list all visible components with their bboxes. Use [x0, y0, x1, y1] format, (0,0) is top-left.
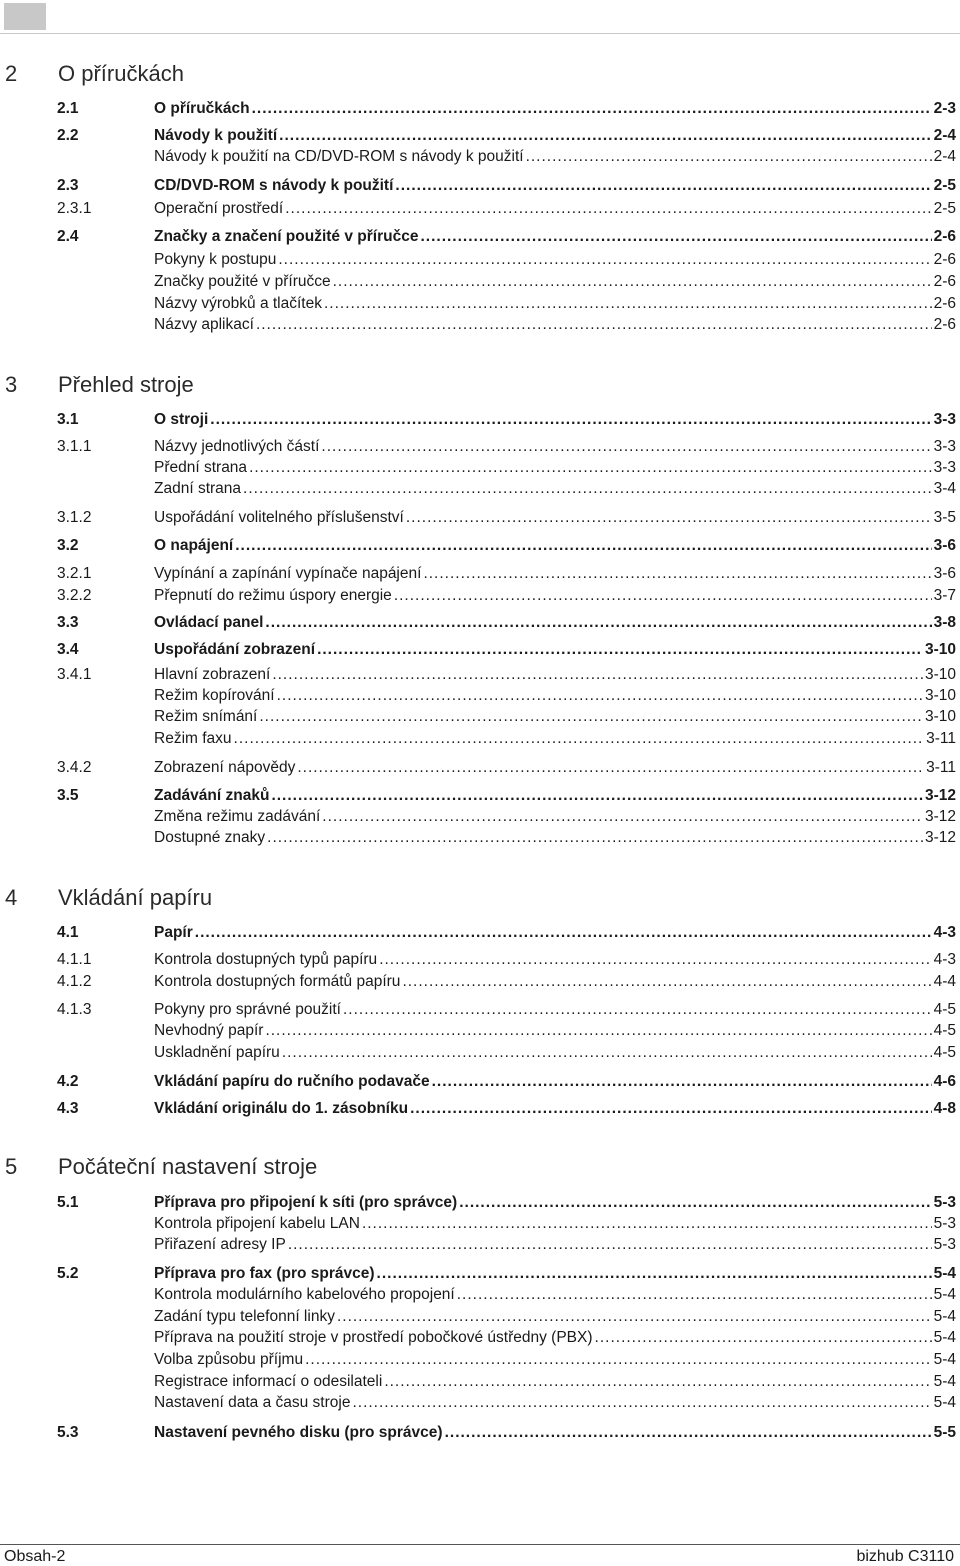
page-reference: 4-5 — [933, 1001, 956, 1018]
page-reference: 4-4 — [933, 973, 956, 990]
section-number: 2.3 — [57, 177, 79, 194]
section-title: Názvy aplikací — [154, 316, 254, 333]
toc-entry — [0, 757, 960, 778]
dot-leader — [317, 639, 923, 660]
page-reference: 4-3 — [933, 951, 956, 968]
page-reference: 3-10 — [924, 666, 956, 683]
dot-leader — [420, 226, 931, 247]
dot-leader — [235, 535, 931, 556]
toc-entry — [0, 314, 960, 335]
chapter-title: O příručkách — [58, 61, 184, 86]
dot-leader — [377, 1263, 932, 1284]
dot-leader — [384, 1371, 931, 1392]
dot-leader — [457, 1284, 932, 1305]
page-reference: 3-3 — [933, 438, 956, 455]
dot-leader — [432, 1071, 932, 1092]
toc-entry — [0, 271, 960, 292]
section-number: 5.1 — [57, 1194, 79, 1211]
toc-entry — [0, 806, 960, 827]
page-reference: 5-4 — [933, 1329, 956, 1346]
dot-leader — [267, 827, 923, 848]
toc-entry — [0, 728, 960, 749]
toc-entry — [0, 1234, 960, 1255]
section-number: 3.1.2 — [57, 509, 92, 526]
section-title: Přiřazení adresy IP — [154, 1236, 286, 1253]
page-reference: 2-4 — [933, 127, 956, 144]
toc-entry — [0, 1213, 960, 1234]
page-reference: 2-6 — [933, 251, 956, 268]
chapter-number: 2 — [5, 61, 18, 86]
page-reference: 5-3 — [933, 1215, 956, 1232]
toc-entry — [0, 293, 960, 314]
toc-entry — [0, 785, 960, 806]
dot-leader — [279, 125, 931, 146]
section-title: Operační prostředí — [154, 200, 284, 217]
dot-leader — [394, 585, 932, 606]
footer-page-label: Obsah-2 — [4, 1548, 66, 1565]
section-title: Kontrola dostupných typů papíru — [154, 951, 378, 968]
page-reference: 3-8 — [933, 614, 956, 631]
page-reference: 3-4 — [933, 480, 956, 497]
section-number: 3.2.2 — [57, 587, 92, 604]
section-title: Nastavení data a času stroje — [154, 1394, 351, 1411]
toc-entry — [0, 535, 960, 556]
dot-leader — [234, 728, 925, 749]
section-number: 4.3 — [57, 1100, 79, 1117]
section-title: CD/DVD-ROM s návody k použití — [154, 177, 394, 194]
toc-entry — [0, 563, 960, 584]
toc-entry — [0, 146, 960, 167]
dot-leader — [410, 1098, 932, 1119]
section-title: Hlavní zobrazení — [154, 666, 271, 683]
toc-entry — [0, 664, 960, 685]
dot-leader — [321, 436, 931, 457]
toc-entry — [0, 175, 960, 196]
toc-entry — [0, 949, 960, 970]
section-title: Režim faxu — [154, 730, 232, 747]
section-number: 3.3 — [57, 614, 79, 631]
page-reference: 5-4 — [933, 1286, 956, 1303]
page-reference: 2-4 — [933, 148, 956, 165]
page-reference: 2-3 — [933, 100, 956, 117]
section-title: Režim kopírování — [154, 687, 275, 704]
dot-leader — [243, 478, 932, 499]
dot-leader — [395, 175, 931, 196]
toc-entry — [0, 1392, 960, 1413]
dot-leader — [459, 1192, 931, 1213]
section-title: Zadní strana — [154, 480, 242, 497]
section-title: Dostupné znaky — [154, 829, 266, 846]
section-title: Přední strana — [154, 459, 248, 476]
chapter-number: 4 — [5, 885, 18, 910]
dot-leader — [423, 563, 931, 584]
dot-leader — [249, 457, 932, 478]
section-title: Uskladnění papíru — [154, 1044, 280, 1061]
section-title: O napájení — [154, 537, 234, 554]
page-reference: 2-6 — [933, 273, 956, 290]
section-number: 2.3.1 — [57, 200, 92, 217]
dot-leader — [265, 612, 931, 633]
page-reference: 5-3 — [933, 1236, 956, 1253]
section-number: 5.3 — [57, 1424, 79, 1441]
section-title: O příručkách — [154, 100, 250, 117]
section-title: Pokyny k postupu — [154, 251, 277, 268]
chapter-number: 5 — [5, 1154, 18, 1179]
chapter-title: Přehled stroje — [58, 372, 194, 397]
toc-entry — [0, 198, 960, 219]
toc-entry — [0, 1071, 960, 1092]
section-title: Návody k použití na CD/DVD-ROM s návody k použití — [154, 148, 524, 165]
toc-entry — [0, 1284, 960, 1305]
toc-entry — [0, 685, 960, 706]
dot-leader — [285, 198, 931, 219]
dot-leader — [343, 999, 932, 1020]
toc-entry — [0, 999, 960, 1020]
dot-leader — [352, 1392, 931, 1413]
toc-entry — [0, 507, 960, 528]
dot-leader — [265, 1020, 931, 1041]
section-title: Vkládání originálu do 1. zásobníku — [154, 1100, 409, 1117]
chapter-title: Vkládání papíru — [58, 885, 213, 910]
dot-leader — [402, 971, 931, 992]
section-title: Změna režimu zadávání — [154, 808, 321, 825]
section-number: 4.1.2 — [57, 973, 92, 990]
page-reference: 3-6 — [933, 565, 956, 582]
section-title: Návody k použití — [154, 127, 278, 144]
section-number: 3.2 — [57, 537, 79, 554]
section-number: 4.2 — [57, 1073, 79, 1090]
section-title: Příprava pro fax (pro správce) — [154, 1265, 375, 1282]
section-number: 3.4.1 — [57, 666, 92, 683]
page-reference: 4-6 — [933, 1073, 956, 1090]
toc-entry — [0, 436, 960, 457]
page-reference: 5-4 — [933, 1265, 956, 1282]
section-title: Pokyny pro správné použití — [154, 1001, 341, 1018]
section-number: 3.1 — [57, 411, 79, 428]
section-title: Registrace informací o odesilateli — [154, 1373, 383, 1390]
dot-leader — [337, 1306, 932, 1327]
section-title: Ovládací panel — [154, 614, 264, 631]
section-title: Názvy jednotlivých částí — [154, 438, 320, 455]
section-title: Značky použité v příručce — [154, 273, 331, 290]
dot-leader — [333, 271, 932, 292]
page-reference: 4-5 — [933, 1044, 956, 1061]
section-number: 2.1 — [57, 100, 79, 117]
section-title: Kontrola modulárního kabelového propojení — [154, 1286, 455, 1303]
toc-entry — [0, 827, 960, 848]
page-reference: 5-3 — [933, 1194, 956, 1211]
section-title: Papír — [154, 924, 193, 941]
toc-entry — [0, 125, 960, 146]
dot-leader — [445, 1422, 932, 1443]
section-title: Zobrazení nápovědy — [154, 759, 296, 776]
section-title: Názvy výrobků a tlačítek — [154, 295, 322, 312]
page-reference: 3-3 — [933, 411, 956, 428]
toc-entry — [0, 1327, 960, 1348]
page-reference: 5-4 — [933, 1351, 956, 1368]
dot-leader — [322, 806, 923, 827]
section-number: 4.1.3 — [57, 1001, 92, 1018]
section-number: 3.5 — [57, 787, 79, 804]
section-title: Zadávání znaků — [154, 787, 270, 804]
page-reference: 3-6 — [933, 537, 956, 554]
dot-leader — [288, 1234, 932, 1255]
toc-entry — [0, 1020, 960, 1041]
section-title: Kontrola dostupných formátů papíru — [154, 973, 401, 990]
toc-entry — [0, 249, 960, 270]
page-reference: 3-3 — [933, 459, 956, 476]
dot-leader — [256, 314, 932, 335]
toc-entry — [0, 457, 960, 478]
dot-leader — [259, 706, 923, 727]
dot-leader — [324, 293, 932, 314]
dot-leader — [362, 1213, 932, 1234]
toc-entry — [0, 639, 960, 660]
toc-entry — [0, 1306, 960, 1327]
section-title: Kontrola připojení kabelu LAN — [154, 1215, 360, 1232]
section-title: Volba způsobu příjmu — [154, 1351, 304, 1368]
page-reference: 2-5 — [933, 177, 956, 194]
toc-entry — [0, 922, 960, 943]
section-title: Vkládání papíru do ručního podavače — [154, 1073, 430, 1090]
section-number: 3.2.1 — [57, 565, 92, 582]
dot-leader — [297, 757, 924, 778]
dot-leader — [406, 507, 932, 528]
section-title: O stroji — [154, 411, 209, 428]
section-number: 4.1 — [57, 924, 79, 941]
section-title: Nevhodný papír — [154, 1022, 264, 1039]
page-reference: 3-11 — [926, 759, 956, 776]
toc-entry — [0, 1422, 960, 1443]
dot-leader — [282, 1042, 932, 1063]
page-reference: 2-6 — [933, 228, 956, 245]
page-reference: 2-6 — [933, 316, 956, 333]
dot-leader — [278, 249, 931, 270]
dot-leader — [379, 949, 931, 970]
toc-entry — [0, 706, 960, 727]
section-number: 3.4 — [57, 641, 79, 658]
section-number: 3.4.2 — [57, 759, 92, 776]
section-title: Příprava pro připojení k síti (pro správce) — [154, 1194, 458, 1211]
section-number: 4.1.1 — [57, 951, 92, 968]
page-reference: 3-12 — [924, 808, 956, 825]
section-title: Přepnutí do režimu úspory energie — [154, 587, 392, 604]
toc-entry — [0, 1263, 960, 1284]
page-reference: 5-4 — [933, 1308, 956, 1325]
toc-entry — [0, 971, 960, 992]
section-number: 2.4 — [57, 228, 79, 245]
toc-entry — [0, 1098, 960, 1119]
page-reference: 2-5 — [933, 200, 956, 217]
section-title: Značky a značení použité v příručce — [154, 228, 419, 245]
toc-entry — [0, 585, 960, 606]
dot-leader — [271, 785, 923, 806]
section-title: Režim snímání — [154, 708, 258, 725]
section-title: Uspořádání zobrazení — [154, 641, 316, 658]
page-reference: 4-3 — [933, 924, 956, 941]
page-reference: 2-6 — [933, 295, 956, 312]
section-number: 2.2 — [57, 127, 79, 144]
section-title: Příprava na použití stroje v prostředí pobočkové ústředny (PBX) — [154, 1329, 593, 1346]
section-number: 3.1.1 — [57, 438, 92, 455]
toc-entry — [0, 226, 960, 247]
page-reference: 3-7 — [933, 587, 956, 604]
page-reference: 3-10 — [924, 687, 956, 704]
toc-entry — [0, 612, 960, 633]
dot-leader — [272, 664, 923, 685]
toc-entry — [0, 478, 960, 499]
page-reference: 3-11 — [926, 730, 956, 747]
section-title: Nastavení pevného disku (pro správce) — [154, 1424, 443, 1441]
page-reference: 5-4 — [933, 1373, 956, 1390]
page-reference: 5-4 — [933, 1394, 956, 1411]
section-title: Uspořádání volitelného příslušenství — [154, 509, 404, 526]
dot-leader — [526, 146, 932, 167]
footer-rule — [0, 1544, 960, 1545]
footer-product-name: bizhub C3110 — [856, 1548, 954, 1565]
dot-leader — [277, 685, 923, 706]
page-reference: 4-5 — [933, 1022, 956, 1039]
page-reference: 3-10 — [924, 641, 956, 658]
page-reference: 5-5 — [933, 1424, 956, 1441]
dot-leader — [595, 1327, 932, 1348]
section-title: Vypínání a zapínání vypínače napájení — [154, 565, 422, 582]
chapter-number: 3 — [5, 372, 18, 397]
section-number: 5.2 — [57, 1265, 79, 1282]
dot-leader — [195, 922, 932, 943]
section-title: Zadání typu telefonní linky — [154, 1308, 335, 1325]
page-reference: 3-12 — [924, 829, 956, 846]
page-reference: 3-10 — [924, 708, 956, 725]
page-reference: 3-5 — [933, 509, 956, 526]
toc-entry — [0, 1349, 960, 1370]
dot-leader — [210, 409, 931, 430]
toc-entry — [0, 1371, 960, 1392]
dot-leader — [305, 1349, 932, 1370]
page-reference: 3-12 — [924, 787, 956, 804]
toc-entry — [0, 1042, 960, 1063]
toc-entry — [0, 1192, 960, 1213]
chapter-title: Počáteční nastavení stroje — [58, 1154, 318, 1179]
dot-leader — [252, 98, 932, 119]
toc-entry — [0, 98, 960, 119]
toc-entry — [0, 409, 960, 430]
page-reference: 4-8 — [933, 1100, 956, 1117]
